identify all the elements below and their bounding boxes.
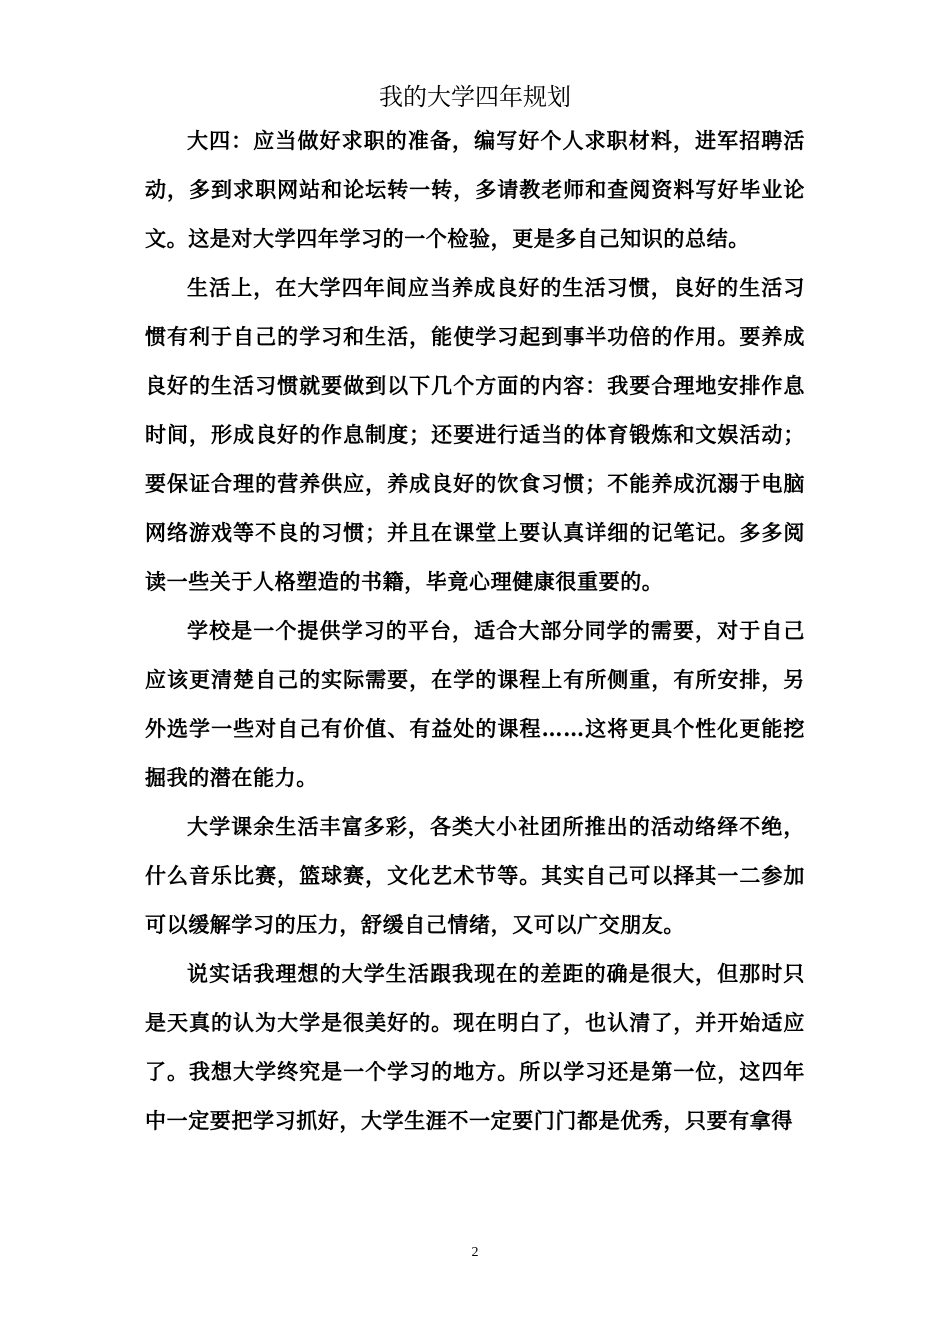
page-number: 2: [471, 1245, 479, 1260]
paragraph-extracurricular: 大学课余生活丰富多彩，各类大小社团所推出的活动络绎不绝，什么音乐比赛，篮球赛，文化艺术节等。其实自己可以择其一二参加可以缓解学习的压力，舒缓自己情绪，又可以广交朋友。: [145, 814, 805, 937]
paragraph-senior-year: 大四：应当做好求职的准备，编写好个人求职材料，进军招聘活动，多到求职网站和论坛转一转，多请教老师和查阅资料写好毕业论文。这是对大学四年学习的一个检验，更是多自己知识的总结。: [145, 128, 805, 251]
document-body: [145, 116, 805, 1145]
paragraph-school-platform: 学校是一个提供学习的平台，适合大部分同学的需要，对于自己应该更清楚自己的实际需要，在学的课程上有所侧重，有所安排，另外选学一些对自己有价值、有益处的课程……这将更具个性化更能挖掘我的潜在能力。: [145, 618, 805, 790]
document-title: 我的大学四年规划: [379, 83, 571, 111]
paragraph-ideal-life: 说实话我理想的大学生活跟我现在的差距的确是很大，但那时只是天真的认为大学是很美好的。现在明白了，也认清了，并开始适应了。我想大学终究是一个学习的地方。所以学习还是第一位，这四年中一定要把学习抓好，大学生涯不一定要门门都是优秀，只要有拿得: [145, 961, 805, 1133]
paragraph-living-habits: 生活上，在大学四年间应当养成良好的生活习惯，良好的生活习惯有利于自己的学习和生活，能使学习起到事半功倍的作用。要养成良好的生活习惯就要做到以下几个方面的内容：我要合理地安排作息时间，形成良好的作息制度；还要进行适当的体育锻炼和文娱活动；要保证合理的营养供应，养成良好的饮食习惯；不能养成沉溺于电脑网络游戏等不良的习惯；并且在课堂上要认真详细的记笔记。多多阅读一些关于人格塑造的书籍，毕竟心理健康很重要的。: [145, 275, 805, 594]
